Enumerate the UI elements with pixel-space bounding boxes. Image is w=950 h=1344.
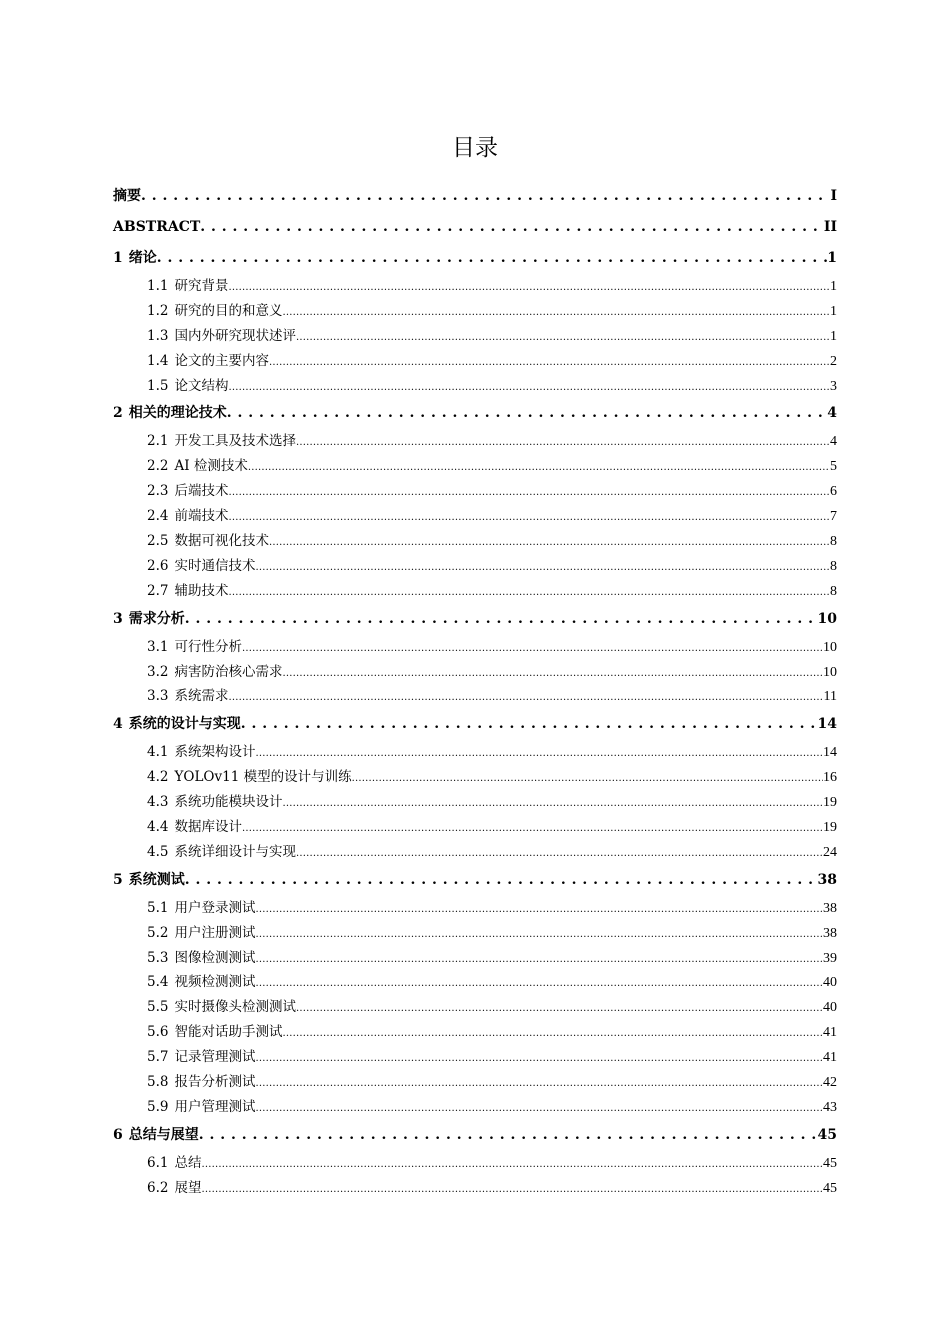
dot-leader xyxy=(255,1070,823,1097)
toc-entry-label xyxy=(113,604,185,635)
toc-page-number: 19 xyxy=(823,795,837,811)
toc-section-entry[interactable] xyxy=(113,429,837,454)
toc-entry-label xyxy=(147,429,296,454)
dot-leader xyxy=(242,815,823,842)
toc-entry-number: 2.3 xyxy=(147,483,169,500)
toc-chapter-entry[interactable] xyxy=(113,604,837,635)
toc-entry-number: 3.1 xyxy=(147,638,169,655)
dot-leader xyxy=(185,604,818,635)
toc-page-number: 3 xyxy=(830,378,837,394)
toc-entry-label xyxy=(147,840,296,865)
toc-entry-title: 实时通信技术 xyxy=(174,557,256,574)
toc-page-number: 41 xyxy=(823,1050,837,1066)
toc-entry-number: 5.8 xyxy=(147,1074,169,1091)
toc-entry-title: 病害防治核心需求 xyxy=(174,663,283,680)
toc-entry-title: 系统架构设计 xyxy=(174,744,256,761)
toc-entry-number: 2.4 xyxy=(147,508,169,525)
dot-leader xyxy=(185,865,818,896)
toc-entry-title: 前端技术 xyxy=(174,508,229,525)
toc-section-entry[interactable] xyxy=(113,274,837,299)
toc-entry-number: 3 xyxy=(113,610,123,627)
toc-entry-number: 5.5 xyxy=(147,999,169,1016)
toc-entry-title: 智能对话助手测试 xyxy=(174,1024,283,1041)
toc-entry-title: 可行性分析 xyxy=(174,638,242,655)
toc-entry-title: 总结与展望 xyxy=(128,1126,199,1143)
toc-entry-label xyxy=(113,243,157,274)
toc-entry-label xyxy=(147,579,228,604)
toc-entry-number: 1.2 xyxy=(147,302,169,319)
toc-page-number: 45 xyxy=(823,1180,837,1196)
toc-entry-title: 展望 xyxy=(174,1179,202,1196)
toc-page-number: 10 xyxy=(823,664,837,680)
toc-entry-number: 5.1 xyxy=(147,899,169,916)
toc-page-number: 14 xyxy=(823,745,837,761)
toc-entry-label xyxy=(113,181,141,212)
toc-entry-number: 2.6 xyxy=(147,557,169,574)
toc-entry-label xyxy=(147,896,255,921)
toc-entry-number: 4.4 xyxy=(147,819,169,836)
toc-entry-label xyxy=(147,1176,201,1201)
toc-entry-title: 开发工具及技术选择 xyxy=(174,433,296,450)
dot-leader xyxy=(296,840,823,867)
toc-entry-label xyxy=(147,274,228,299)
toc-entry-number: 2.7 xyxy=(147,582,169,599)
toc-entry-title: 数据可视化技术 xyxy=(174,533,269,550)
toc-page-number: 39 xyxy=(823,950,837,966)
toc-page-number: 40 xyxy=(823,1000,837,1016)
dot-leader xyxy=(269,529,830,556)
toc-page-number: 10 xyxy=(823,639,837,655)
toc-page-number: 43 xyxy=(823,1099,837,1115)
toc-page-number: 1 xyxy=(830,279,837,294)
dot-leader xyxy=(157,243,828,274)
toc-entry-label xyxy=(147,454,248,479)
toc-entry-number: 5.6 xyxy=(147,1024,169,1041)
dot-leader xyxy=(296,995,823,1022)
dot-leader xyxy=(255,921,823,948)
toc-section-entry[interactable] xyxy=(113,921,837,946)
toc-entry-number: 4.3 xyxy=(147,794,169,811)
dot-leader xyxy=(228,504,830,531)
toc-entry-number: 1 xyxy=(113,250,123,266)
toc-entry-title: 系统功能模块设计 xyxy=(174,794,283,811)
toc-entry-label xyxy=(147,815,242,840)
toc-page-number: 1 xyxy=(830,303,837,319)
toc-section-entry[interactable] xyxy=(113,970,837,995)
toc-chapter-entry[interactable] xyxy=(113,243,837,274)
toc-section-entry[interactable] xyxy=(113,374,837,399)
dot-leader xyxy=(255,554,830,581)
toc-entry-label xyxy=(147,1020,282,1045)
toc-page-number: 6 xyxy=(830,484,837,500)
toc-section-entry[interactable] xyxy=(113,454,837,479)
toc-entry-title: 辅助技术 xyxy=(174,582,229,599)
toc-entry-number: 2.5 xyxy=(147,533,169,550)
toc-entry-title: 记录管理测试 xyxy=(174,1049,256,1066)
toc-page-number: 8 xyxy=(830,583,837,599)
toc-entry-title: 总结 xyxy=(174,1154,202,1171)
toc-page-number: 2 xyxy=(830,353,837,369)
dot-leader xyxy=(228,579,830,606)
toc-chapter-entry[interactable] xyxy=(113,865,837,896)
toc-page-number: 40 xyxy=(823,975,837,991)
toc-entry-label xyxy=(147,299,282,324)
toc-page-number: 4 xyxy=(830,434,837,450)
toc-entry-title: AI 检测技术 xyxy=(174,458,248,475)
dot-leader xyxy=(200,212,824,243)
toc-section-entry[interactable] xyxy=(113,529,837,554)
toc-page-number: 45 xyxy=(817,1126,837,1143)
toc-entry-number: 5 xyxy=(113,871,123,888)
dot-leader xyxy=(296,429,830,456)
toc-entry-title: 用户登录测试 xyxy=(174,899,256,916)
toc-entry-label xyxy=(147,684,228,709)
toc-section-entry[interactable] xyxy=(113,324,837,349)
toc-entry-number: 1.5 xyxy=(147,377,169,394)
dot-leader xyxy=(141,181,830,212)
dot-leader xyxy=(228,479,830,506)
toc-chapter-entry[interactable] xyxy=(113,709,837,740)
toc-section-entry[interactable] xyxy=(113,815,837,840)
toc-section-entry[interactable] xyxy=(113,660,837,685)
dot-leader xyxy=(282,1020,823,1047)
toc-section-entry[interactable] xyxy=(113,840,837,865)
dot-leader xyxy=(227,398,828,429)
toc-section-entry[interactable] xyxy=(113,349,837,374)
toc-entry-number: 6 xyxy=(113,1126,123,1143)
toc-entry-label xyxy=(147,1095,255,1120)
toc-entry-label xyxy=(147,504,228,529)
toc-entry-label xyxy=(147,554,255,579)
toc-section-entry[interactable] xyxy=(113,1095,837,1120)
toc-entry-label xyxy=(147,970,255,995)
toc-page-number: 42 xyxy=(823,1075,837,1091)
toc-entry-title: 论文的主要内容 xyxy=(174,352,269,369)
toc-chapter-entry[interactable] xyxy=(113,1120,837,1151)
toc-section-entry[interactable] xyxy=(113,1020,837,1045)
toc-entry-label xyxy=(147,740,255,765)
toc-entry-title: 相关的理论技术 xyxy=(128,405,227,422)
toc-entry-title: ABSTRACT xyxy=(113,219,201,235)
toc-entry-label xyxy=(147,1151,201,1176)
toc-page-number: 8 xyxy=(830,558,837,574)
toc-entry-number: 5.9 xyxy=(147,1098,169,1115)
toc-page-number: 45 xyxy=(823,1155,837,1171)
toc-page-number: 24 xyxy=(823,844,837,860)
toc-entry-title: 用户管理测试 xyxy=(174,1098,256,1115)
dot-leader xyxy=(255,896,823,923)
toc-section-entry[interactable] xyxy=(113,479,837,504)
dot-leader xyxy=(255,1095,823,1122)
toc-page-number: 4 xyxy=(827,405,837,422)
toc-section-entry[interactable] xyxy=(113,765,837,790)
dot-leader xyxy=(228,684,823,711)
toc-entry-title: 研究的目的和意义 xyxy=(174,302,283,319)
toc-entry-title: 需求分析 xyxy=(128,610,185,627)
toc-section-entry[interactable] xyxy=(113,635,837,660)
toc-entry-title: 系统需求 xyxy=(174,688,229,705)
dot-leader xyxy=(282,790,823,817)
dot-leader xyxy=(248,454,830,481)
toc-chapter-entry[interactable] xyxy=(113,181,837,212)
toc-section-entry[interactable] xyxy=(113,1176,837,1201)
toc-page-number: 19 xyxy=(823,820,837,836)
dot-leader xyxy=(228,274,830,301)
toc-section-entry[interactable] xyxy=(113,1151,837,1176)
toc-page-number: 1 xyxy=(830,328,837,344)
toc-entry-number: 5.3 xyxy=(147,949,169,966)
toc-page-number: 7 xyxy=(830,509,837,525)
toc-entry-label xyxy=(113,865,185,896)
dot-leader xyxy=(201,1151,823,1178)
toc-entry-number: 4.1 xyxy=(147,744,169,761)
toc-section-entry[interactable] xyxy=(113,790,837,815)
dot-leader xyxy=(255,1045,823,1072)
toc-section-entry[interactable] xyxy=(113,995,837,1020)
page-title: 目录 xyxy=(452,135,498,162)
dot-leader xyxy=(255,740,823,767)
toc-page-number: II xyxy=(823,219,837,235)
toc-page-number: 14 xyxy=(817,716,837,733)
dot-leader xyxy=(296,324,830,351)
toc-entry-label xyxy=(147,349,269,374)
toc-entry-number: 5.2 xyxy=(147,924,169,941)
toc-entry-title: 系统测试 xyxy=(128,871,185,888)
toc-entry-number: 2.2 xyxy=(147,458,169,475)
toc-entry-title: 视频检测测试 xyxy=(174,974,256,991)
toc-section-entry[interactable] xyxy=(113,504,837,529)
toc-section-entry[interactable] xyxy=(113,1070,837,1095)
dot-leader xyxy=(282,660,823,687)
dot-leader xyxy=(352,765,823,792)
toc-page-number: 38 xyxy=(823,925,837,941)
toc-page-number: 11 xyxy=(823,689,837,705)
toc-entry-title: 绪论 xyxy=(128,250,157,266)
toc-entry-label xyxy=(147,790,282,815)
toc-entry-label xyxy=(147,1070,255,1095)
toc-entry-label xyxy=(147,324,296,349)
toc-entry-title: 研究背景 xyxy=(174,278,229,294)
toc-page-number: 1 xyxy=(827,250,837,266)
toc-entry-title: 摘要 xyxy=(113,188,141,204)
toc-entry-label xyxy=(147,660,282,685)
toc-entry-number: 5.7 xyxy=(147,1049,169,1066)
toc-page-number: 16 xyxy=(823,770,837,786)
dot-leader xyxy=(199,1120,818,1151)
toc-entry-label xyxy=(147,1045,255,1070)
toc-entry-label xyxy=(147,765,352,790)
toc-entry-title: 用户注册测试 xyxy=(174,924,256,941)
toc-entry-title: 论文结构 xyxy=(174,377,229,394)
dot-leader xyxy=(269,349,830,376)
toc-page-number: 10 xyxy=(817,610,837,627)
toc-entry-number: 4 xyxy=(113,716,123,733)
toc-entry-number: 2 xyxy=(113,405,123,422)
toc-entry-title: YOLOv11 模型的设计与训练 xyxy=(174,769,352,786)
toc-section-entry[interactable] xyxy=(113,684,837,709)
toc-entry-number: 4.2 xyxy=(147,769,169,786)
toc-entry-label xyxy=(147,479,228,504)
toc-entry-title: 国内外研究现状述评 xyxy=(174,327,296,344)
toc-entry-label xyxy=(113,709,241,740)
toc-section-entry[interactable] xyxy=(113,299,837,324)
dot-leader xyxy=(201,1176,823,1203)
toc-entry-title: 后端技术 xyxy=(174,483,229,500)
dot-leader xyxy=(228,374,830,401)
toc-entry-title: 系统详细设计与实现 xyxy=(174,843,296,860)
toc-entry-label xyxy=(113,398,227,429)
toc-section-entry[interactable] xyxy=(113,946,837,971)
toc-page-number: 8 xyxy=(830,534,837,550)
toc-entry-label xyxy=(113,1120,199,1151)
toc-entry-number: 3.3 xyxy=(147,688,169,705)
dot-leader xyxy=(255,946,823,973)
toc-entry-title: 实时摄像头检测测试 xyxy=(174,999,296,1016)
toc-entry-title: 数据库设计 xyxy=(174,819,242,836)
toc-entry-number: 5.4 xyxy=(147,974,169,991)
table-of-contents xyxy=(113,181,837,1201)
toc-entry-label xyxy=(147,946,255,971)
toc-page-number: 41 xyxy=(823,1025,837,1041)
toc-entry-number: 1.3 xyxy=(147,327,169,344)
toc-section-entry[interactable] xyxy=(113,579,837,604)
toc-entry-number: 1.1 xyxy=(147,278,169,294)
toc-entry-number: 1.4 xyxy=(147,352,169,369)
toc-page-number: I xyxy=(830,188,837,204)
toc-entry-title: 系统的设计与实现 xyxy=(128,716,241,733)
toc-section-entry[interactable] xyxy=(113,1045,837,1070)
toc-entry-title: 报告分析测试 xyxy=(174,1074,256,1091)
toc-page-number: 38 xyxy=(823,900,837,916)
toc-chapter-entry[interactable] xyxy=(113,212,837,243)
toc-entry-number: 4.5 xyxy=(147,843,169,860)
dot-leader xyxy=(282,299,830,326)
toc-chapter-entry[interactable] xyxy=(113,398,837,429)
toc-entry-label xyxy=(147,921,255,946)
dot-leader xyxy=(241,709,818,740)
toc-entry-number: 6.2 xyxy=(147,1179,169,1196)
toc-entry-label xyxy=(147,529,269,554)
dot-leader xyxy=(255,970,823,997)
toc-entry-number: 2.1 xyxy=(147,433,169,450)
toc-entry-number: 3.2 xyxy=(147,663,169,680)
dot-leader xyxy=(242,635,823,662)
toc-entry-number: 6.1 xyxy=(147,1154,169,1171)
toc-entry-label xyxy=(113,212,200,243)
toc-section-entry[interactable] xyxy=(113,740,837,765)
toc-section-entry[interactable] xyxy=(113,896,837,921)
toc-entry-title: 图像检测测试 xyxy=(174,949,256,966)
toc-page-number: 38 xyxy=(817,871,837,888)
toc-entry-label xyxy=(147,995,296,1020)
toc-page-number: 5 xyxy=(830,459,837,475)
toc-entry-label xyxy=(147,374,228,399)
toc-section-entry[interactable] xyxy=(113,554,837,579)
toc-entry-label xyxy=(147,635,242,660)
